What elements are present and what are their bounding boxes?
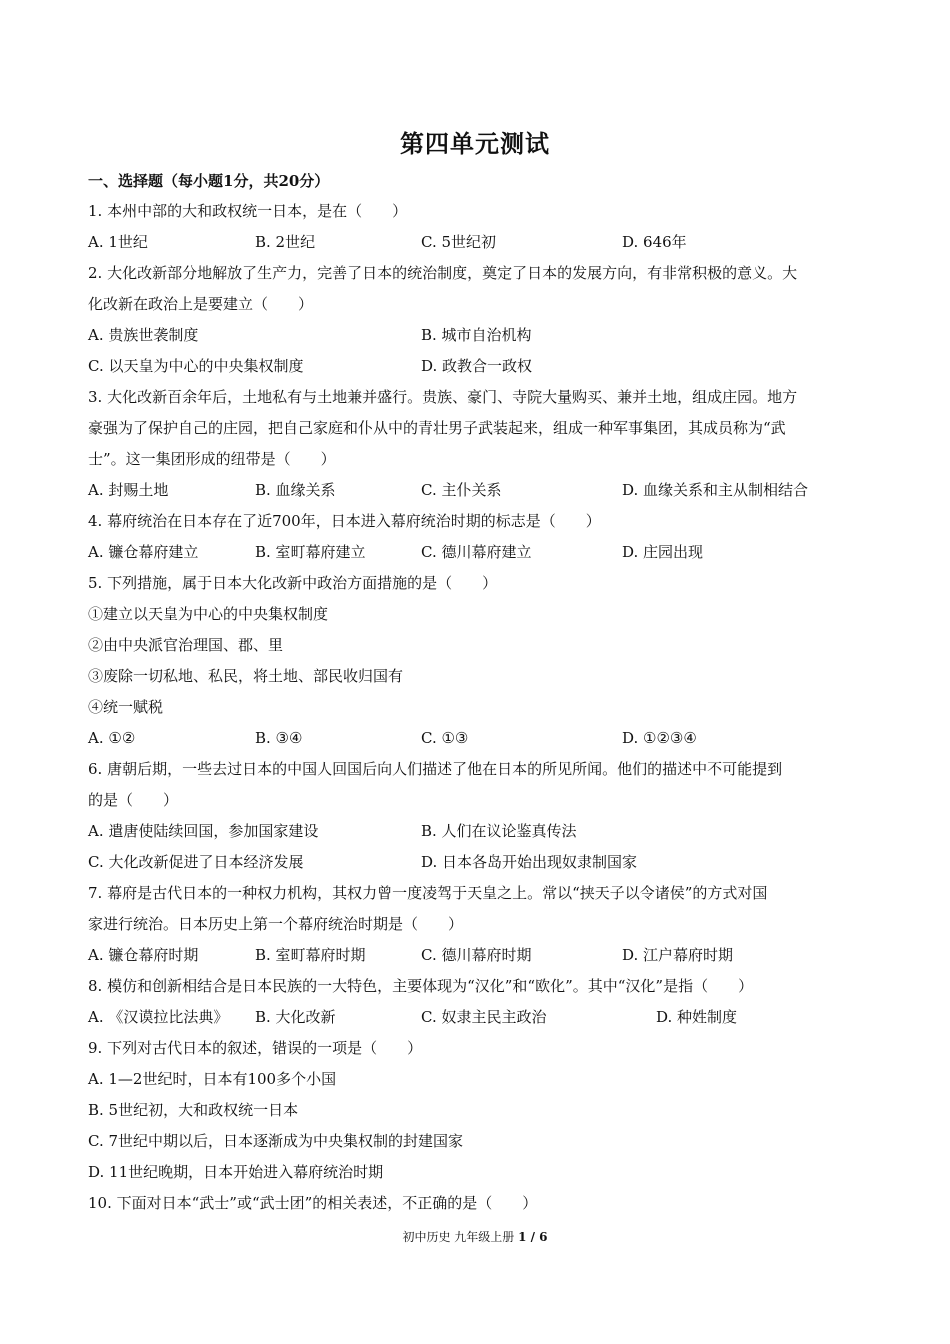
- option-d: D. 646年: [622, 233, 687, 251]
- question-7-options: [88, 940, 868, 971]
- option-b: B. 血缘关系: [255, 481, 336, 499]
- option-b: B. 大化改新: [255, 1008, 336, 1026]
- question-7-stem: 7. 幕府是古代日本的一种权力机构，其权力曾一度凌驾于天皇之上。常以“挟天子以令诸侯”的方式对国: [88, 884, 768, 902]
- question-4-stem: 4. 幕府统治在日本存在了近700年，日本进入幕府统治时期的标志是（ ）: [88, 512, 601, 530]
- option-a: A. 镰仓幕府建立: [88, 543, 199, 561]
- question-4-options: [88, 537, 868, 568]
- option-d: D. 种姓制度: [656, 1008, 738, 1026]
- option-d: D. 血缘关系和主从制相结合: [622, 481, 809, 499]
- option-b: B. 室町幕府时期: [255, 946, 366, 964]
- option-d: D. 庄园出现: [622, 543, 704, 561]
- page-footer: [0, 1228, 950, 1245]
- question-5-item-3: ③废除一切私地、私民，将土地、部民收归国有: [88, 667, 404, 685]
- option-a: A. 《汉谟拉比法典》: [88, 1008, 229, 1026]
- option-c: C. 大化改新促进了日本经济发展: [88, 853, 304, 871]
- option-a: A. 1世纪: [88, 233, 148, 251]
- option-b: B. 室町幕府建立: [255, 543, 366, 561]
- footer-text: 初中历史 九年级上册: [402, 1230, 519, 1244]
- question-5-item-1: ①建立以天皇为中心的中央集权制度: [88, 605, 329, 623]
- page-title: 第四单元测试: [400, 129, 550, 158]
- question-2-stem-cont: 化改新在政治上是要建立（ ）: [88, 295, 314, 313]
- question-6-options-cd: [88, 847, 868, 878]
- section-heading: 一、选择题（每小题1分，共20分）: [88, 172, 330, 190]
- question-list: [88, 196, 868, 1219]
- question-3-stem: 3. 大化改新百余年后，土地私有与土地兼并盛行。贵族、豪门、寺院大量购买、兼并土地，组成庄园。地方: [88, 388, 798, 406]
- question-2-options-cd: [88, 351, 868, 382]
- question-9-stem: 9. 下列对古代日本的叙述，错误的一项是（ ）: [88, 1039, 423, 1057]
- question-1-stem: 1. 本州中部的大和政权统一日本，是在（ ）: [88, 202, 408, 220]
- option-c: C. ①③: [421, 729, 469, 747]
- question-3-stem-cont: 豪强为了保护自己的庄园，把自己家庭和仆从中的青壮男子武装起来，组成一种军事集团，其成员称为“武: [88, 419, 786, 437]
- question-7-stem-cont: 家进行统治。日本历史上第一个幕府统治时期是（ ）: [88, 915, 464, 933]
- question-5-item-2: ②由中央派官治理国、郡、里: [88, 636, 284, 654]
- option-b: B. ③④: [255, 729, 303, 747]
- option-a: A. 1—2世纪时，日本有100多个小国: [88, 1070, 337, 1088]
- option-d: D. 11世纪晚期，日本开始进入幕府统治时期: [88, 1163, 384, 1181]
- page-number: 1 / 6: [518, 1230, 548, 1244]
- question-6-stem: 6. 唐朝后期，一些去过日本的中国人回国后向人们描述了他在日本的所见所闻。他们的描述中不可能提到: [88, 760, 783, 778]
- option-a: A. 遣唐使陆续回国，参加国家建设: [88, 822, 319, 840]
- option-d: D. 江户幕府时期: [622, 946, 734, 964]
- question-8-options: [88, 1002, 868, 1033]
- question-2-options-ab: [88, 320, 868, 351]
- option-b: B. 城市自治机构: [421, 326, 532, 344]
- option-c: C. 德川幕府时期: [421, 946, 532, 964]
- option-b: B. 5世纪初，大和政权统一日本: [88, 1101, 299, 1119]
- option-c: C. 以天皇为中心的中央集权制度: [88, 357, 304, 375]
- option-c: C. 7世纪中期以后，日本逐渐成为中央集权制的封建国家: [88, 1132, 464, 1150]
- question-6-stem-cont: 的是（ ）: [88, 791, 179, 809]
- option-c: C. 主仆关系: [421, 481, 502, 499]
- question-2-stem: 2. 大化改新部分地解放了生产力，完善了日本的统治制度，奠定了日本的发展方向，有非常积极的意义。大: [88, 264, 798, 282]
- question-5-options: [88, 723, 868, 754]
- option-b: B. 人们在议论鉴真传法: [421, 822, 577, 840]
- question-8-stem: 8. 模仿和创新相结合是日本民族的一大特色，主要体现为“汉化”和“欧化”。其中“汉化”是指（ ）: [88, 977, 754, 995]
- question-10-stem: 10. 下面对日本“武士”或“武士团”的相关表述，不正确的是（ ）: [88, 1194, 538, 1212]
- question-3-options: [88, 475, 868, 506]
- question-1-options: [88, 227, 868, 258]
- question-5-item-4: ④统一赋税: [88, 698, 164, 716]
- option-a: A. ①②: [88, 729, 136, 747]
- option-d: D. 日本各岛开始出现奴隶制国家: [421, 853, 638, 871]
- question-5-stem: 5. 下列措施，属于日本大化改新中政治方面措施的是（ ）: [88, 574, 498, 592]
- option-d: D. ①②③④: [622, 729, 697, 747]
- option-c: C. 奴隶主民主政治: [421, 1008, 547, 1026]
- question-3-stem-cont2: 士”。这一集团形成的纽带是（ ）: [88, 450, 336, 468]
- question-6-options-ab: [88, 816, 868, 847]
- option-a: A. 封赐土地: [88, 481, 169, 499]
- option-b: B. 2世纪: [255, 233, 316, 251]
- option-d: D. 政教合一政权: [421, 357, 533, 375]
- option-c: C. 德川幕府建立: [421, 543, 532, 561]
- option-a: A. 贵族世袭制度: [88, 326, 199, 344]
- option-c: C. 5世纪初: [421, 233, 497, 251]
- option-a: A. 镰仓幕府时期: [88, 946, 199, 964]
